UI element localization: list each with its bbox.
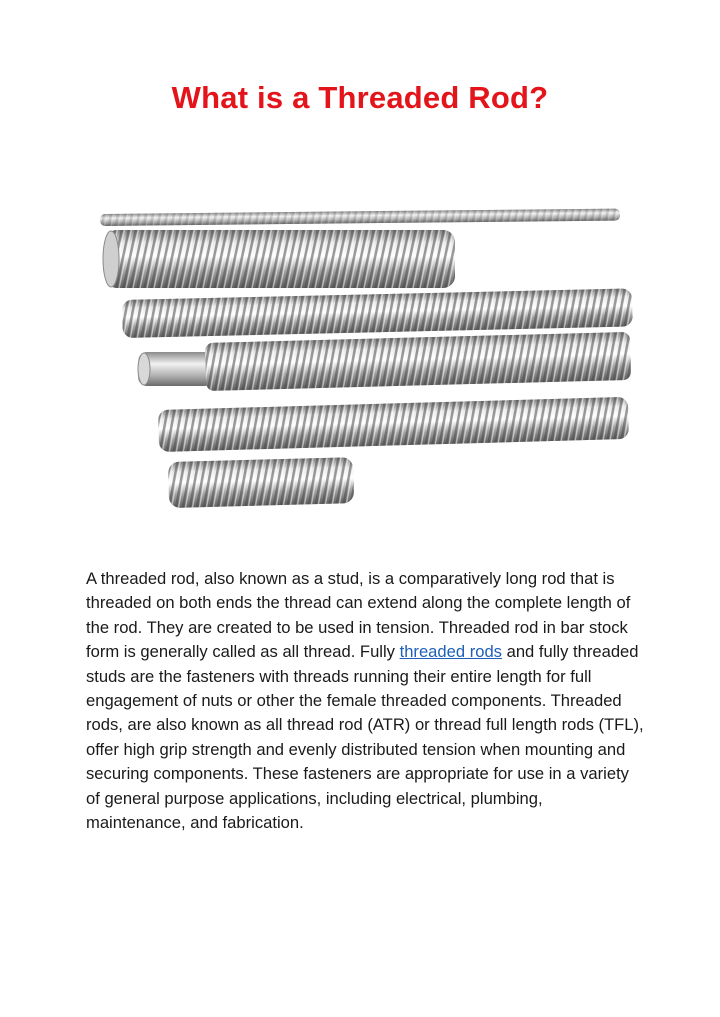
page-title: What is a Threaded Rod? [171, 80, 549, 115]
short-stud [168, 457, 354, 508]
thick-short-rod [103, 230, 455, 288]
threaded-rods-photo [80, 190, 650, 540]
paragraph-text-end: and fully threaded studs are the fasteners with threads running their entire length for full engagement of nuts or other the female threaded components. Threaded rods, are also known as all thread rod (ATR) or thread full length rods (TFL), offer high grip strength and evenly distributed tension when mounting and securing components. These fasteners are appropriate for use in a variety of general purpose applications, including electrical, plumbing, maintenance, and fabrication. [86, 642, 644, 833]
medium-threaded-rod [158, 397, 629, 452]
thin-rod [100, 209, 620, 226]
long-threaded-rod [122, 288, 633, 338]
partially-threaded-rod [138, 332, 631, 391]
article-paragraph [86, 567, 646, 835]
threaded-rods-link[interactable]: threaded rods [399, 642, 502, 662]
paragraph-text-start: A threaded rod, also known as a stud, is a comparatively long rod that is threaded on both ends the thread can extend along the complete length of the rod. They are created to be used in tension. Threaded rod in bar stock form is generally called as all thread. Fully [86, 569, 631, 662]
